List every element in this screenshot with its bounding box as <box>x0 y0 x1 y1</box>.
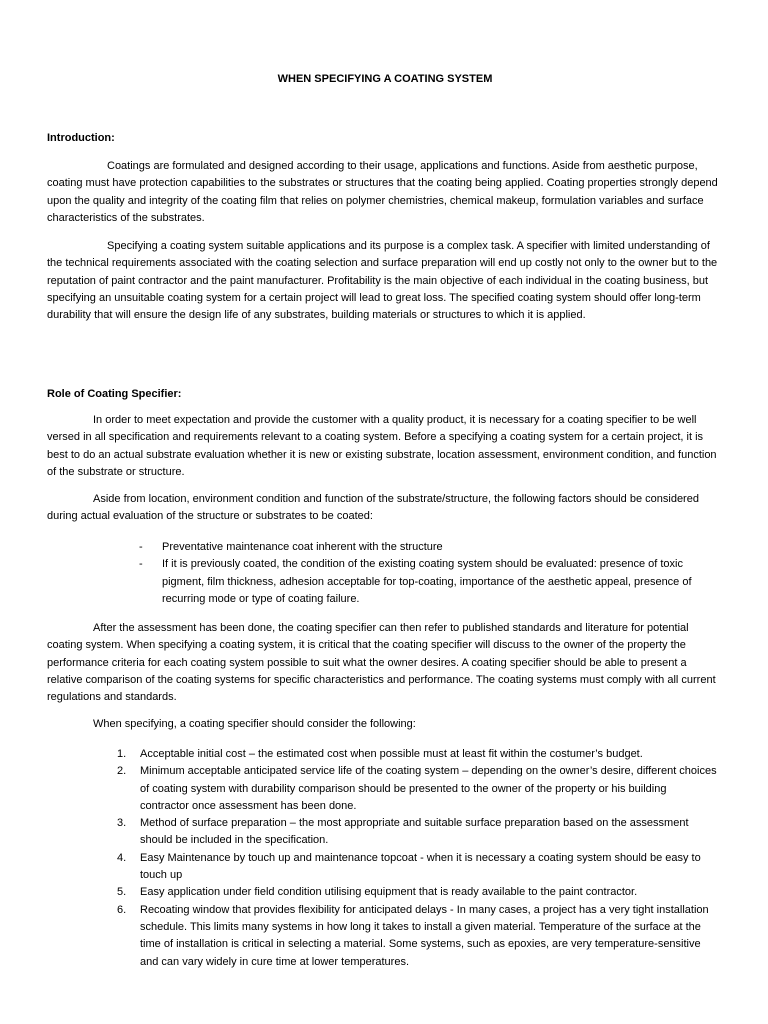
item-text: Minimum acceptable anticipated service life of the coating system – depending on the owner’s desire, different choices of coating system with durability comparison should be presented to the owner of the property or his building contractor once assessment has been done. <box>140 765 717 812</box>
role-paragraph-4: When specifying, a coating specifier should consider the following: <box>93 718 416 730</box>
item-text: Easy Maintenance by touch up and maintenance topcoat - when it is necessary a coating system should be easy to touch up <box>140 851 701 882</box>
item-number: 3. <box>117 817 127 830</box>
bullet-text: If it is previously coated, the condition of the existing coating system should be evaluated: presence of toxic pigment, film thickness, adhesion acceptable for top-coating, importance of the aesthetic appeal, presence of recurring mode or type of coating failure. <box>162 558 692 605</box>
item-number: 5. <box>117 886 127 899</box>
role-paragraph-1: In order to meet expectation and provide the customer with a quality product, it is necessary for a coating specifier to be well versed in all specification and requirements relevant to a coating system. Before a specifying a coating system for a certain project, it is best to do an actual substrate evaluation whether it is new or existing substrate, location assessment, environment condition, and function of the substrate or structure. <box>47 414 717 478</box>
role-heading: Role of Coating Specifier: <box>47 388 182 400</box>
bullet-item <box>139 539 709 556</box>
role-paragraph-3: After the assessment has been done, the coating specifier can then refer to published standards and literature for potential coating system. When specifying a coating system, it is critical that the coating specifier will discuss to the owner of the property the performance criteria for each coating system possible to suit what the owner desires. A coating specifier should be able to present a relative comparison of the coating systems for specific characteristics and performance. The coating systems must comply with all current regulations and standards. <box>47 622 716 704</box>
item-number: 1. <box>117 748 127 760</box>
bullet-dash: - <box>139 558 143 571</box>
bullet-text: Preventative maintenance coat inherent with the structure <box>162 541 443 553</box>
item-text: Recoating window that provides flexibility for anticipated delays - In many cases, a project has a very tight installation schedule. This limits many systems in how long it takes to install a given material. Temperature of the surface at the time of installation is critical in selecting a material. Some systems, such as epoxies, are very temperature-sensitive and can vary widely in cure time at lower temperatures. <box>140 903 709 968</box>
bullet-dash: - <box>139 541 143 553</box>
numbered-item <box>117 763 717 815</box>
item-text: Acceptable initial cost – the estimated cost when possible must at least fit within the costumer’s budget. <box>140 748 643 760</box>
bullet-item <box>139 556 709 608</box>
considerations-numbered-list <box>117 746 717 971</box>
item-number: 6. <box>117 903 127 916</box>
document-title: WHEN SPECIFYING A COATING SYSTEM <box>277 73 493 85</box>
item-text: Easy application under field condition utilising equipment that is ready available to the paint contractor. <box>140 886 638 899</box>
role-paragraph-2: Aside from location, environment condition and function of the substrate/structure, the following factors should be considered during actual evaluation of the structure or substrates to be coated: <box>47 493 699 523</box>
evaluation-bullet-list <box>139 539 709 608</box>
item-number: 2. <box>117 765 127 778</box>
numbered-item <box>117 815 717 850</box>
introduction-paragraph-2: Specifying a coating system suitable applications and its purpose is a complex task. A specifier with limited understanding of the technical requirements associated with the coating selection and surface preparation will end up costly not only to the owner but to the reputation of paint contractor and the paint manufacturer. Profitability is the main objective of each individual in the coating business, but specifying an unsuitable coating system for a certain project will lead to great loss. The specified coating system should offer long-term durability that will ensure the design life of any substrates, building materials or structures to which it is applied. <box>47 240 718 322</box>
numbered-item <box>117 902 717 971</box>
numbered-item <box>117 884 717 901</box>
numbered-item <box>117 746 717 763</box>
introduction-paragraph-1: Coatings are formulated and designed according to their usage, applications and functions. Aside from aesthetic purpose, coating must have protection capabilities to the substrates or structures that the coating being applied. Coating properties strongly depend upon the quality and integrity of the coating film that relies on polymer chemistries, chemical makeup, formulation variables and surface characteristics of the substrates. <box>47 160 718 224</box>
introduction-heading: Introduction: <box>47 132 115 144</box>
numbered-item <box>117 850 717 885</box>
item-text: Method of surface preparation – the most appropriate and suitable surface preparation based on the assessment should be included in the specification. <box>140 817 689 847</box>
item-number: 4. <box>117 851 127 864</box>
